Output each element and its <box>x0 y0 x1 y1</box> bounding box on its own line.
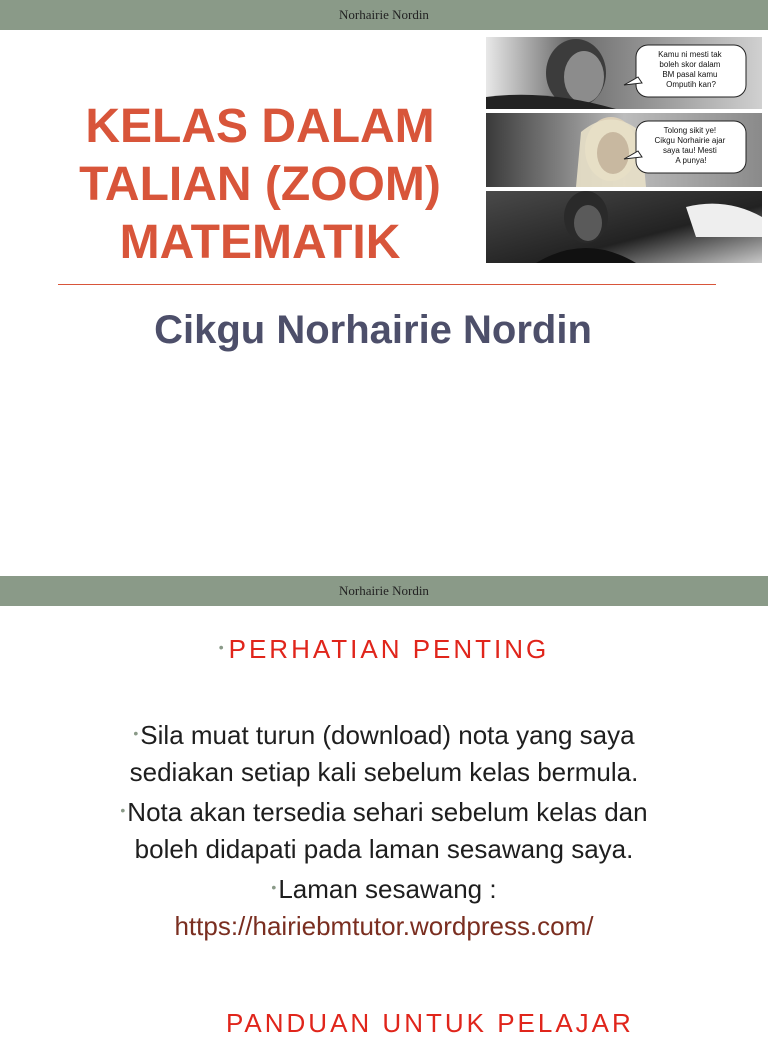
bubble-1-line-2: boleh skor dalam <box>659 60 721 69</box>
bubble-1-line-3: BM pasal kamu <box>662 70 718 79</box>
slide-heading <box>0 634 768 665</box>
bullet-2-line-2: boleh didapati pada laman sesawang saya. <box>134 834 634 864</box>
slide-header: Norhairie Nordin <box>0 0 768 30</box>
title-divider <box>58 284 716 285</box>
bullet-1-line-2: sediakan setiap kali sebelum kelas bermula. <box>129 757 639 787</box>
title-line-3: MATEMATIK <box>119 216 401 269</box>
bubble-2-line-1: Tolong sikit ye! <box>663 126 717 135</box>
bullet-dot: • <box>218 639 227 655</box>
bullet-3-label: Laman sesawang : <box>278 874 497 904</box>
bullet-2 <box>0 792 768 868</box>
bubble-1-line-1: Kamu ni mesti tak <box>658 50 722 59</box>
bullet-3 <box>0 869 768 945</box>
slide-header: Norhairie Nordin <box>0 576 768 606</box>
svg-text:Kamu ni mesti tak bole <box>658 50 724 89</box>
bubble-1-line-4: Omputih kan? <box>666 80 716 89</box>
title-line-2: TALIAN (ZOOM) <box>79 158 441 211</box>
slide-title <box>30 98 490 272</box>
slide-subtitle: Cikgu Norhairie Nordin <box>154 308 592 352</box>
bubble-2-line-3: saya tau! Mesti <box>662 146 717 155</box>
bullet-dot: • <box>133 725 139 741</box>
slide-2 <box>0 576 768 1038</box>
comic-strip-image <box>486 37 762 263</box>
next-heading-text: PANDUAN UNTUK PELAJAR <box>226 1008 634 1038</box>
bullet-dot: • <box>271 879 277 895</box>
heading-text: PERHATIAN PENTING <box>228 634 550 664</box>
bullet-1-line-1: Sila muat turun (download) nota yang saya <box>140 720 635 750</box>
bullet-2-line-1: Nota akan tersedia sehari sebelum kelas dan <box>127 797 648 827</box>
next-heading-cutoff <box>226 1008 696 1038</box>
website-link[interactable]: https://hairiebmtutor.wordpress.com/ <box>174 911 594 941</box>
bullet-dot: • <box>120 802 126 818</box>
bubble-2-line-2: Cikgu Norhairie ajar <box>654 136 726 145</box>
bullet-1 <box>0 715 768 791</box>
bubble-2-line-4: A punya! <box>675 156 707 165</box>
title-line-1: KELAS DALAM <box>85 100 435 153</box>
